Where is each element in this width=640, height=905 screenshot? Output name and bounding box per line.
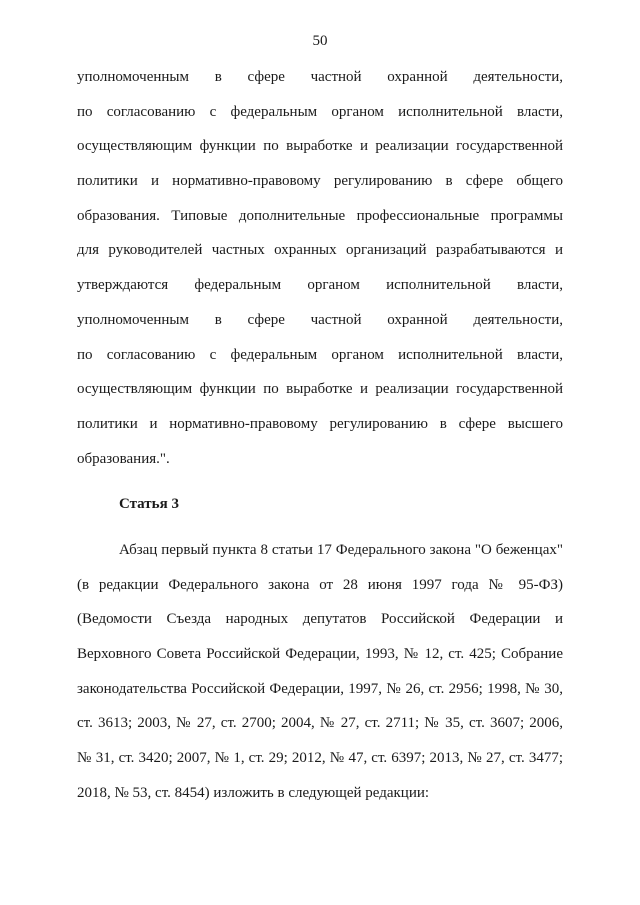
text-line: по согласованию с федеральным органом исполнительной власти,: [77, 103, 563, 120]
text-line: (в редакции Федерального закона от 28 июня 1997 года № 95-ФЗ): [77, 576, 563, 593]
text-line: осуществляющим функции по выработке и реализации государственной: [77, 138, 563, 155]
text-line: ст. 3613; 2003, № 27, ст. 2700; 2004, № 27, ст. 2711; № 35, ст. 3607; 2006,: [77, 715, 563, 732]
article-heading: Статья 3: [119, 496, 179, 513]
text-line: уполномоченным в сфере частной охранной деятельности,: [77, 69, 563, 85]
text-line: Абзац первый пункта 8 статьи 17 Федерального закона "О беженцах": [119, 541, 563, 558]
paragraph-2: [77, 533, 563, 811]
text-line: образования. Типовые дополнительные профессиональные программы: [77, 207, 563, 224]
text-line: политики и нормативно-правовому регулированию в сфере высшего: [77, 415, 563, 432]
document-body: [77, 60, 563, 810]
text-line: 2018, № 53, ст. 8454) изложить в следующей редакции:: [77, 784, 430, 801]
page-number: 50: [312, 33, 328, 49]
text-line: образования.".: [77, 450, 170, 467]
text-line: (Ведомости Съезда народных депутатов Российской Федерации и: [77, 611, 563, 628]
text-line: уполномоченным в сфере частной охранной деятельности,: [77, 311, 563, 328]
paragraph-1: [77, 60, 563, 476]
text-line: № 31, ст. 3420; 2007, № 1, ст. 29; 2012, № 47, ст. 6397; 2013, № 27, ст. 3477;: [77, 750, 563, 767]
text-line: политики и нормативно-правовому регулированию в сфере общего: [77, 173, 563, 190]
text-line: по согласованию с федеральным органом исполнительной власти,: [77, 346, 563, 363]
text-line: для руководителей частных охранных организаций разрабатываются и: [77, 242, 563, 259]
text-line: осуществляющим функции по выработке и реализации государственной: [77, 381, 563, 398]
text-line: законодательства Российской Федерации, 1997, № 26, ст. 2956; 1998, № 30,: [77, 680, 563, 697]
text-line: утверждаются федеральным органом исполнительной власти,: [77, 277, 563, 294]
text-line: Верховного Совета Российской Федерации, 1993, № 12, ст. 425; Собрание: [77, 646, 563, 662]
